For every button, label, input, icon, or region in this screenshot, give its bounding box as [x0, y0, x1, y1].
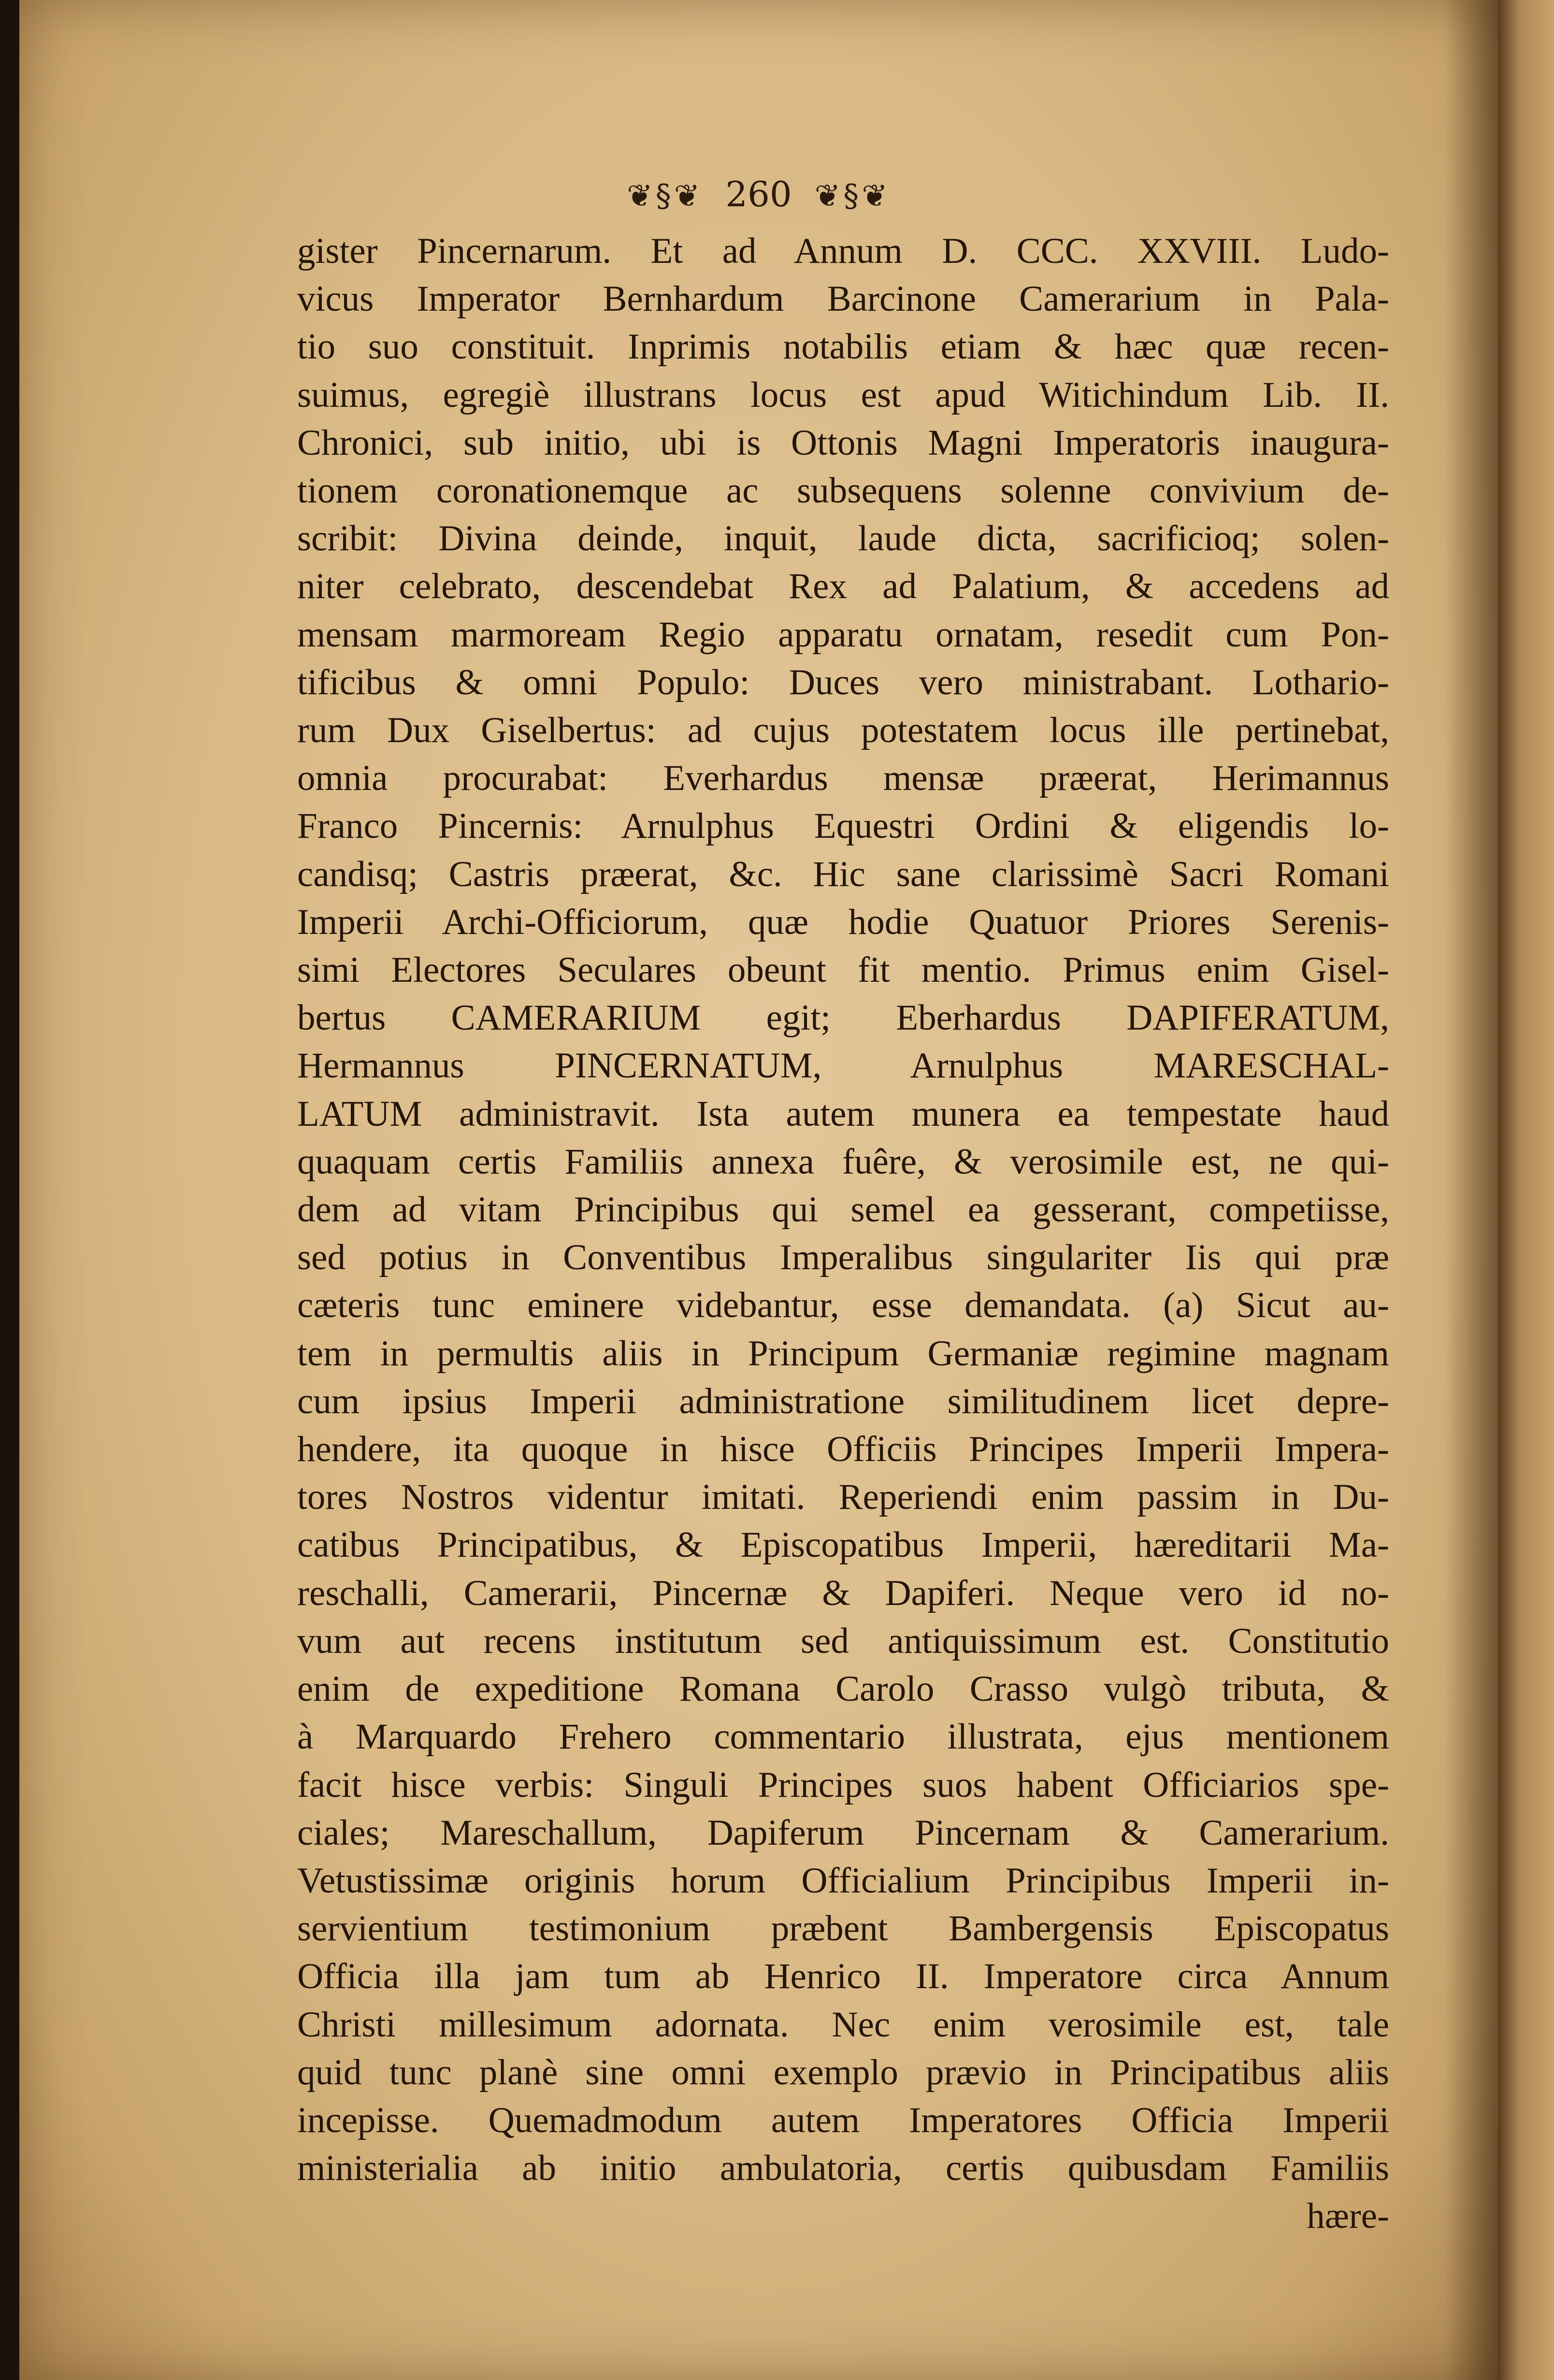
text-line: omnia procurabat: Everhardus mensæ præerat, Herimannus — [297, 758, 1389, 799]
text-line: ciales; Mareschallum, Dapiferum Pincernam & Camerarium. — [297, 1812, 1389, 1853]
text-line: cæteris tunc eminere videbantur, esse demandata. (a) Sicut au- — [297, 1285, 1389, 1326]
header-ornament-left: ❦§❦ — [627, 178, 703, 214]
text-line: suimus, egregiè illustrans locus est apud Witichindum Lib. II. — [297, 374, 1389, 415]
text-line: Chronici, sub initio, ubi is Ottonis Magni Imperatoris inaugura- — [297, 422, 1389, 463]
text-line: incepisse. Quemadmodum autem Imperatores Officia Imperii — [297, 2100, 1389, 2140]
text-line: Officia illa jam tum ab Henrico II. Imperatore circa Annum — [297, 1956, 1389, 1997]
text-line: ministerialia ab initio ambulatoria, certis quibusdam Familiis — [297, 2148, 1389, 2189]
header-ornament-right: ❦§❦ — [814, 178, 891, 214]
text-line: vicus Imperator Bernhardum Barcinone Camerarium in Pala- — [297, 279, 1389, 319]
text-line: enim de expeditione Romana Carolo Crasso vulgò tributa, & — [297, 1669, 1389, 1709]
page-number: 260 — [725, 174, 792, 215]
text-line: hendere, ita quoque in hisce Officiis Principes Imperii Impera- — [297, 1429, 1389, 1470]
text-line: vum aut recens institutum sed antiquissimum est. Constitutio — [297, 1620, 1389, 1661]
text-line: servientium testimonium præbent Bambergensis Episcopatus — [297, 1908, 1389, 1949]
text-line: tionem coronationemque ac subsequens solenne convivium de- — [297, 471, 1389, 511]
page-header — [19, 174, 1498, 215]
text-line: rum Dux Giselbertus: ad cujus potestatem locus ille pertinebat, — [297, 710, 1389, 751]
text-line: tificibus & omni Populo: Duces vero ministrabant. Lothario- — [297, 662, 1389, 703]
text-line: gister Pincernarum. Et ad Annum D. CCC. XXVIII. Ludo- — [297, 231, 1389, 271]
text-line: tio suo constituit. Inprimis notabilis etiam & hæc quæ recen- — [297, 327, 1389, 367]
text-line: quaquam certis Familiis annexa fuêre, & verosimile est, ne qui- — [297, 1141, 1389, 1182]
text-line: reschalli, Camerarii, Pincernæ & Dapiferi. Neque vero id no- — [297, 1573, 1389, 1613]
page-gutter-shadow — [1445, 0, 1498, 2380]
text-line: dem ad vitam Principibus qui semel ea gesserant, competiisse, — [297, 1190, 1389, 1230]
facing-page-edge — [1498, 0, 1554, 2380]
text-line: cum ipsius Imperii administratione similitudinem licet depre- — [297, 1381, 1389, 1421]
text-line: LATUM administravit. Ista autem munera ea tempestate haud — [297, 1093, 1389, 1134]
text-line: à Marquardo Frehero commentario illustrata, ejus mentionem — [297, 1717, 1389, 1757]
text-line: mensam marmoream Regio apparatu ornatam, resedit cum Pon- — [297, 614, 1389, 655]
book-page — [19, 0, 1498, 2380]
text-line: sed potius in Conventibus Imperalibus singulariter Iis qui præ — [297, 1237, 1389, 1278]
text-line: Vetustissimæ originis horum Officialium Principibus Imperii in- — [297, 1860, 1389, 1901]
text-line: scribit: Divina deinde, inquit, laude dicta, sacrificioq; solen- — [297, 518, 1389, 559]
text-line: facit hisce verbis: Singuli Principes suos habent Officiarios spe- — [297, 1764, 1389, 1805]
text-line: Christi millesimum adornata. Nec enim verosimile est, tale — [297, 2004, 1389, 2045]
text-line: candisq; Castris præerat, &c. Hic sane clarissimè Sacri Romani — [297, 854, 1389, 894]
text-line: Imperii Archi-Officiorum, quæ hodie Quatuor Priores Serenis- — [297, 902, 1389, 942]
text-line: tem in permultis aliis in Principum Germaniæ regimine magnam — [297, 1333, 1389, 1374]
body-text — [297, 227, 1389, 2240]
text-line: Hermannus PINCERNATUM, Arnulphus MARESCHAL- — [297, 1046, 1389, 1086]
text-line: catibus Principatibus, & Episcopatibus Imperii, hæreditarii Ma- — [297, 1525, 1389, 1565]
text-line: simi Electores Seculares obeunt fit mentio. Primus enim Gisel- — [297, 950, 1389, 990]
text-line: tores Nostros videntur imitati. Reperiendi enim passim in Du- — [297, 1477, 1389, 1518]
text-line: bertus CAMERARIUM egit; Eberhardus DAPIFERATUM, — [297, 998, 1389, 1038]
text-line: niter celebrato, descendebat Rex ad Palatium, & accedens ad — [297, 566, 1389, 607]
text-line: quid tunc planè sine omni exemplo prævio in Principatibus aliis — [297, 2052, 1389, 2093]
text-line: Franco Pincernis: Arnulphus Equestri Ordini & eligendis lo- — [297, 806, 1389, 846]
catchword: hære- — [1307, 2196, 1389, 2237]
